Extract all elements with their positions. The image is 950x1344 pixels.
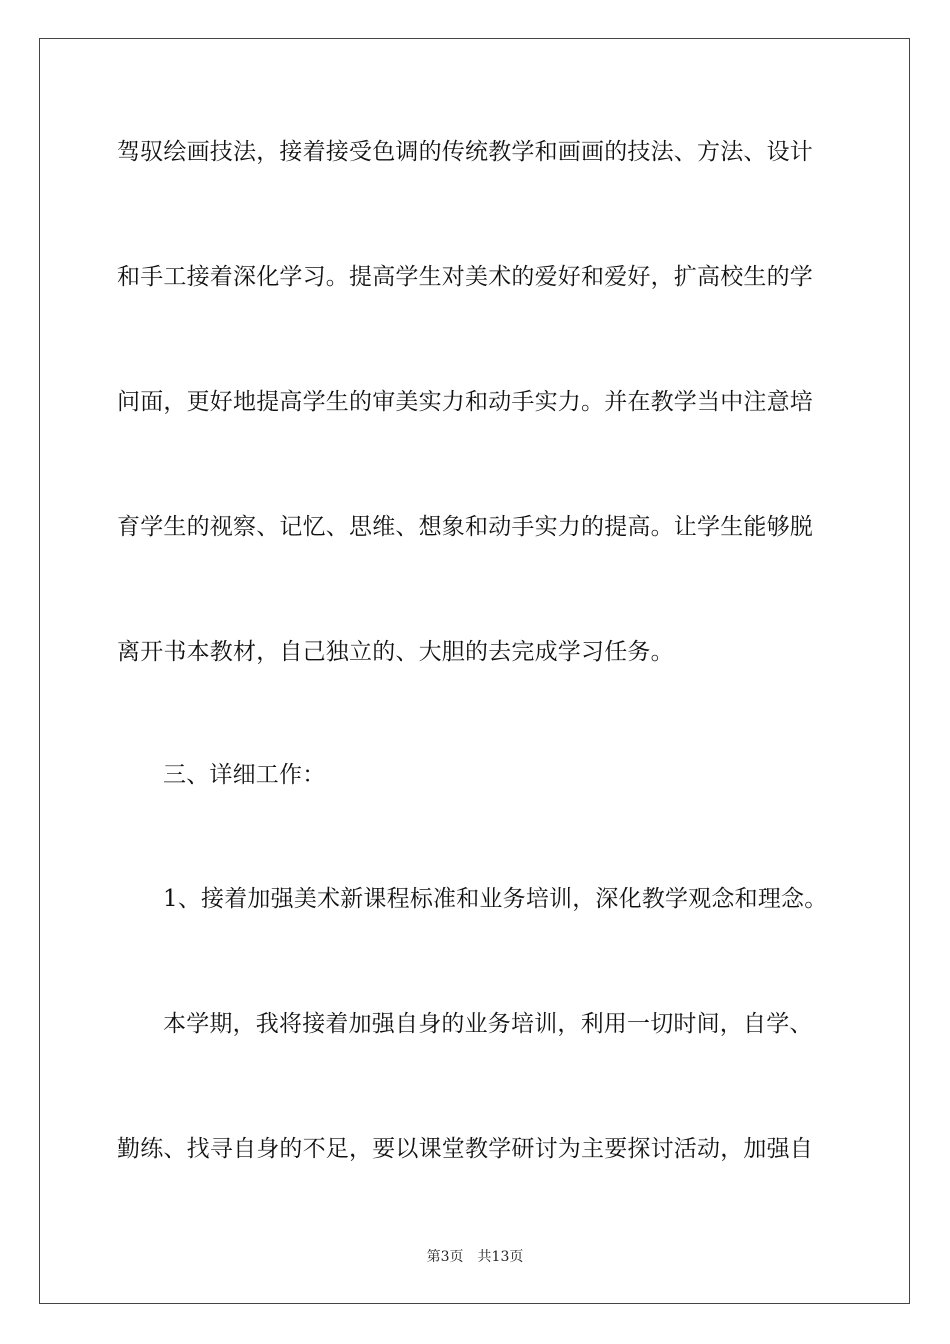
body-line-2: 和手工接着深化学习。提高学生对美术的爱好和爱好，扩高校生的学 xyxy=(117,264,813,290)
numbered-item-1: 1、接着加强美术新课程标准和业务培训，深化教学观念和理念。 xyxy=(163,886,828,912)
page-number: 第3页 xyxy=(426,1249,464,1265)
body-line-4: 育学生的视察、记忆、思维、想象和动手实力的提高。让学生能够脱 xyxy=(117,514,813,540)
page-frame xyxy=(39,38,910,1304)
paragraph-second-line: 勤练、找寻自身的不足，要以课堂教学研讨为主要探讨活动，加强自 xyxy=(117,1136,813,1162)
page-footer xyxy=(0,1248,950,1266)
section-heading: 三、详细工作： xyxy=(163,762,326,788)
total-pages: 共13页 xyxy=(477,1249,524,1265)
body-line-3: 问面，更好地提高学生的审美实力和动手实力。并在教学当中注意培 xyxy=(117,389,813,415)
body-line-5: 离开书本教材，自己独立的、大胆的去完成学习任务。 xyxy=(117,639,674,665)
paragraph-first-line: 本学期，我将接着加强自身的业务培训，利用一切时间，自学、 xyxy=(163,1011,813,1037)
body-line-1: 驾驭绘画技法，接着接受色调的传统教学和画画的技法、方法、设计 xyxy=(117,139,813,165)
